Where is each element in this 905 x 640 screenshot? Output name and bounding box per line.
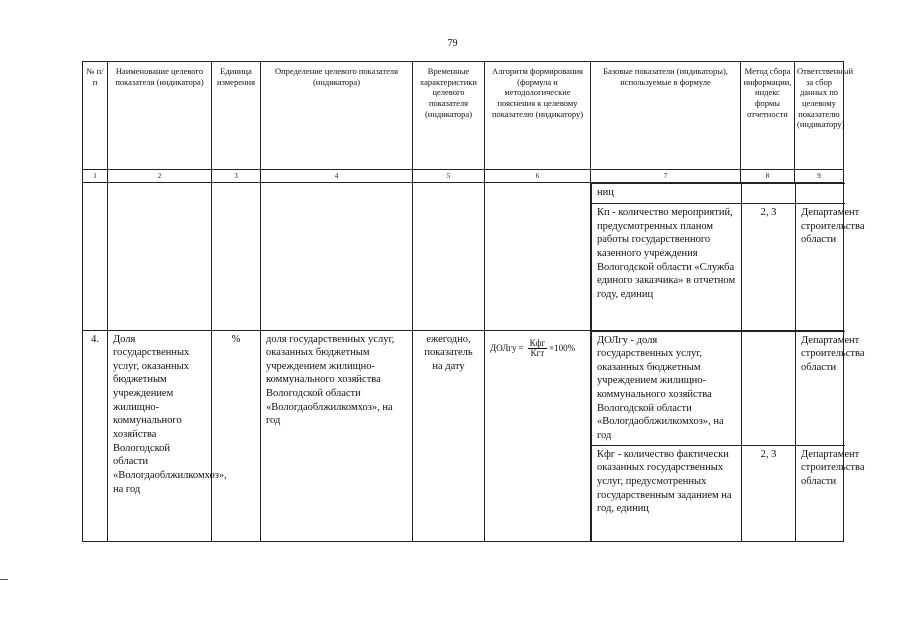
formula-multiplier: ×100% bbox=[549, 343, 576, 354]
responsible: Департамент строительства области bbox=[796, 331, 845, 445]
column-number: 9 bbox=[795, 170, 844, 183]
continuation-subtable bbox=[591, 183, 865, 330]
cell-time: ежегодно, показатель на дату bbox=[413, 330, 485, 542]
collection-method bbox=[742, 331, 796, 445]
cell-name: Доля государственных услуг, оказанных бюджетным учреждением жилищно-коммунального хозяйства Вологодской области «Вологдаоблжилкомхоз», на год bbox=[108, 330, 212, 542]
formula-numerator: Кфг bbox=[529, 337, 546, 348]
base-indicator: Кфг - количество фактически оказанных государственных услуг, предусмотренных государственным заданием на год, единиц bbox=[592, 445, 742, 541]
formula-fraction bbox=[528, 339, 548, 360]
column-number-row bbox=[83, 170, 844, 183]
header-cell: Базовые показатели (индикаторы), используемые в формуле bbox=[591, 62, 741, 170]
collection-method bbox=[742, 184, 796, 204]
indicator-row bbox=[83, 330, 844, 542]
responsible: Департамент строительства области bbox=[796, 204, 845, 330]
sub-row bbox=[592, 184, 845, 204]
indicator-table bbox=[82, 61, 865, 542]
column-number: 4 bbox=[261, 170, 413, 183]
collection-method: 2, 3 bbox=[742, 204, 796, 330]
header-cell: Временные характеристики целевого показателя (индикатора) bbox=[413, 62, 485, 170]
header-cell: № п/п bbox=[83, 62, 108, 170]
base-indicator: ниц bbox=[592, 184, 742, 204]
header-cell: Единица измерения bbox=[212, 62, 261, 170]
indicator-subtable bbox=[591, 331, 865, 542]
header-cell: Алгоритм формирования (формула и методологические пояснения к целевому показателю (индикатору) bbox=[485, 62, 591, 170]
formula bbox=[490, 333, 585, 360]
column-number: 2 bbox=[108, 170, 212, 183]
header-row bbox=[83, 62, 844, 170]
column-number: 5 bbox=[413, 170, 485, 183]
header-cell: Ответственный за сбор данных по целевому показателю (индикатору) bbox=[795, 62, 844, 170]
responsible bbox=[796, 184, 845, 204]
continuation-row bbox=[83, 183, 844, 331]
header-cell: Наименование целевого показателя (индикатора) bbox=[108, 62, 212, 170]
cell-definition bbox=[261, 183, 413, 331]
continuation-subrows bbox=[591, 183, 865, 331]
collection-method: 2, 3 bbox=[742, 445, 796, 541]
cell-unit: % bbox=[212, 330, 261, 542]
cell-num bbox=[83, 183, 108, 331]
responsible: Департамент строительства области bbox=[796, 445, 845, 541]
column-number: 7 bbox=[591, 170, 741, 183]
cell-formula bbox=[485, 183, 591, 331]
header-cell: Метод сбора информации, индекс формы отчетности bbox=[741, 62, 795, 170]
cell-definition: доля государственных услуг, оказанных бюджетным учреждением жилищно-коммунального хозяйства Вологодской области «Вологдаоблжилкомхоз», на год bbox=[261, 330, 413, 542]
sub-row bbox=[592, 331, 845, 445]
formula-lhs: ДОЛгу bbox=[490, 343, 517, 354]
header-cell: Определение целевого показателя (индикатора) bbox=[261, 62, 413, 170]
sub-row bbox=[592, 204, 845, 330]
cell-name bbox=[108, 183, 212, 331]
cell-num: 4. bbox=[83, 330, 108, 542]
page-number: 79 bbox=[447, 38, 458, 49]
base-indicator: Кп - количество мероприятий, предусмотренных планом работы государственного казенного учреждения Вологодской области «Служба единого заказчика» в отчетном году, единиц bbox=[592, 204, 742, 330]
formula-equals: = bbox=[518, 343, 524, 354]
formula-denominator: Кгт bbox=[530, 348, 545, 359]
column-number: 8 bbox=[741, 170, 795, 183]
cell-formula bbox=[485, 330, 591, 542]
indicator-subrows bbox=[591, 330, 865, 542]
sub-row bbox=[592, 445, 845, 541]
column-number: 6 bbox=[485, 170, 591, 183]
cell-time bbox=[413, 183, 485, 331]
base-indicator: ДОЛгу - доля государственных услуг, оказанных бюджетным учреждением жилищно-коммунального хозяйства Вологодской области «Вологдаоблжилкомхоз», на год bbox=[592, 331, 742, 445]
cell-unit bbox=[212, 183, 261, 331]
column-number: 1 bbox=[83, 170, 108, 183]
column-number: 3 bbox=[212, 170, 261, 183]
edge-mark bbox=[0, 579, 8, 580]
